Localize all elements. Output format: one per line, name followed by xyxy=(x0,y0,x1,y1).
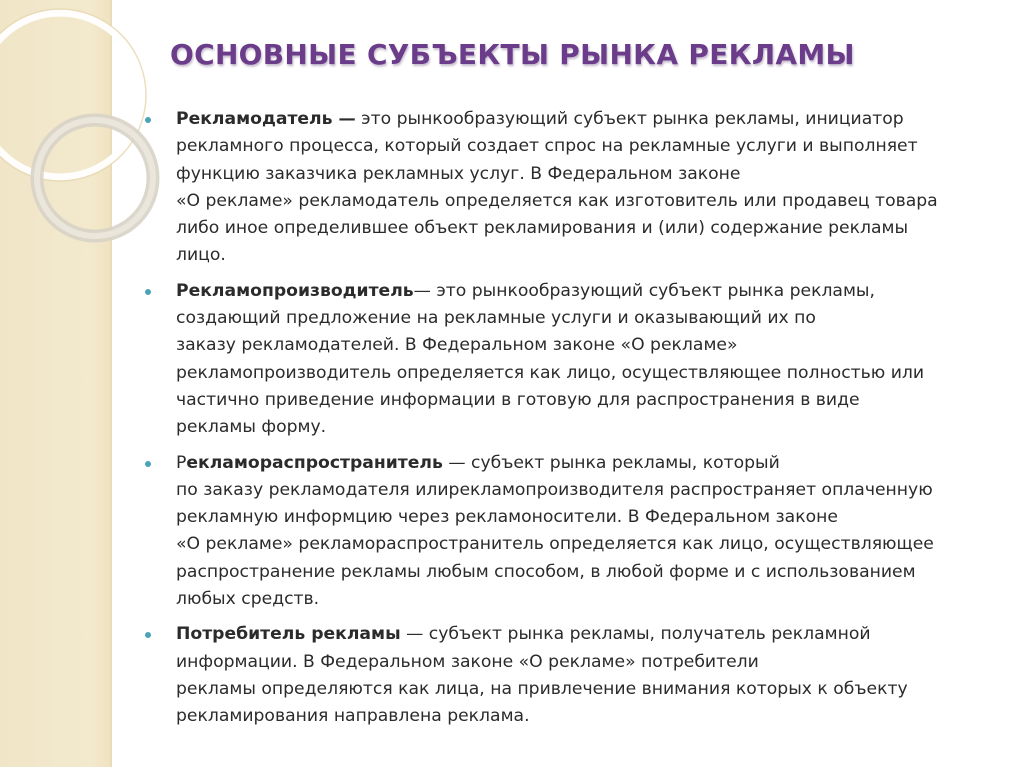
item-term: Потребитель рекламы xyxy=(176,624,401,645)
item-prefix: Р xyxy=(176,452,187,473)
item-line: рекламы определяются как лица, на привлечение внимания которых к объекту xyxy=(176,678,908,699)
page-title: ОСНОВНЫЕ СУБЪЕКТЫ РЫНКА РЕКЛАМЫ xyxy=(170,38,855,71)
bullet-dot-icon xyxy=(145,117,151,123)
large-ring-shade xyxy=(0,9,146,181)
item-line: распространение рекламы любым способом, в любой форме и с использованием xyxy=(176,561,916,582)
bullet-dot-icon xyxy=(145,289,151,295)
large-ring xyxy=(0,13,142,177)
item-line: лицо. xyxy=(176,245,226,266)
item-term: Рекламодатель — xyxy=(176,109,356,129)
item-line: «О рекламе» рекламодатель определяется как изготовитель или продавец товара xyxy=(176,190,938,211)
item-text: — субъект рынка рекламы, который xyxy=(442,452,780,473)
list-item xyxy=(140,106,1010,270)
item-line: рекламирования направлена реклама. xyxy=(176,706,530,727)
item-line: «О рекламе» рекламораспространитель определяется как лицо, осуществляющее xyxy=(176,534,934,555)
list-item xyxy=(140,450,1010,614)
item-line: любых средств. xyxy=(176,589,320,610)
bullet-dot-icon xyxy=(145,461,151,467)
item-line xyxy=(176,621,1010,648)
item-text: — субъект рынка рекламы, получатель рекламной xyxy=(400,624,871,645)
item-line: информации. В Федеральном законе «О рекламе» потребители xyxy=(176,651,759,672)
list-item xyxy=(140,621,1010,730)
item-line: по заказу рекламодателя илирекламопроизводителя распространяет оплаченную xyxy=(176,479,933,500)
item-line: создающий предложение на рекламные услуги и оказывающий их по xyxy=(176,308,816,329)
item-line: либо иное определившее объект рекламирования и (или) содержание рекламы xyxy=(176,218,909,239)
item-term: екламораспространитель xyxy=(186,452,443,473)
item-text: это рынкообразующий субъект рынка рекламы, инициатор xyxy=(355,109,904,129)
bullet-list xyxy=(140,106,1010,739)
item-line xyxy=(176,278,1010,305)
item-line xyxy=(176,106,1010,133)
item-line: функцию заказчика рекламных услуг. В Федеральном законе xyxy=(176,163,741,184)
item-line: рекламную информцию через рекламоносители. В Федеральном законе xyxy=(176,507,838,528)
item-line: частично приведение информации в готовую для распространения в виде xyxy=(176,389,860,410)
item-line: рекламного процесса, который создает спрос на рекламные услуги и выполняет xyxy=(176,136,918,157)
item-term: Рекламопроизводитель xyxy=(176,280,414,301)
item-line: рекламы форму. xyxy=(176,417,327,438)
item-text: — это рынкообразующий субъект рынка рекламы, xyxy=(413,280,875,301)
item-line xyxy=(176,450,1010,477)
item-line: рекламопроизводитель определяется как лицо, осуществляющее полностью или xyxy=(176,362,925,383)
item-line: заказу рекламодателей. В Федеральном законе «О рекламе» xyxy=(176,335,738,356)
list-item xyxy=(140,278,1010,442)
bullet-dot-icon xyxy=(145,632,151,638)
